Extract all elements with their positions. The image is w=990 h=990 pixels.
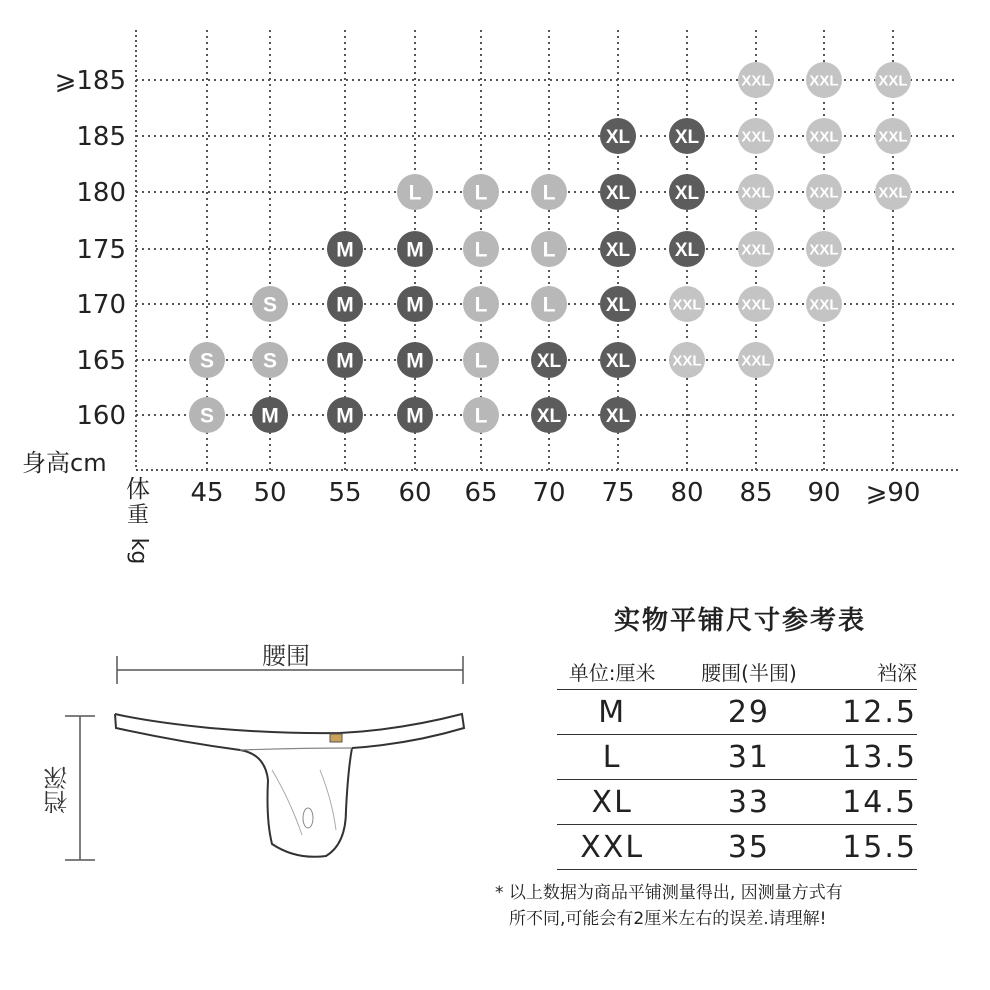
size-point-xxl xyxy=(738,62,774,98)
size-point-l xyxy=(531,174,567,210)
size-point-xxl xyxy=(806,118,842,154)
size-point-label: L xyxy=(474,238,488,262)
x-tick-label: 85 xyxy=(739,478,773,508)
table-row xyxy=(557,825,917,870)
size-point-xxl xyxy=(875,174,911,210)
size-point-s xyxy=(252,286,288,322)
size-point-label: XL xyxy=(536,405,562,427)
size-point-label: XL xyxy=(605,126,631,148)
size-point-xl xyxy=(669,231,705,267)
size-point-label: M xyxy=(406,349,424,373)
table-cell-size: M xyxy=(557,690,667,735)
x-axis-label-unit: kg xyxy=(126,537,151,565)
header-unit: 单位:厘米 xyxy=(557,653,667,690)
size-point-l xyxy=(463,174,499,210)
size-point-label: L xyxy=(542,181,556,205)
size-point-label: M xyxy=(406,293,424,317)
size-point-s xyxy=(189,397,225,433)
size-point-xxl xyxy=(738,118,774,154)
size-point-m xyxy=(397,286,433,322)
x-axis-label-char-2: 重 xyxy=(126,503,149,528)
y-axis-label: 身高cm xyxy=(22,449,107,477)
table-cell-rise: 14.5 xyxy=(811,780,917,825)
y-tick-label: 180 xyxy=(76,178,126,208)
size-point-label: XL xyxy=(674,126,700,148)
size-point-label: M xyxy=(336,349,354,373)
x-tick-label: 50 xyxy=(253,478,287,508)
size-point-label: M xyxy=(336,293,354,317)
measurement-note xyxy=(495,880,955,932)
size-point-label: XXL xyxy=(878,128,908,146)
table-cell-waist: 35 xyxy=(667,825,810,870)
table-row xyxy=(557,780,917,825)
size-point-l xyxy=(463,286,499,322)
size-point-label: XXL xyxy=(741,72,771,90)
x-tick-label: 80 xyxy=(670,478,704,508)
size-point-l xyxy=(463,231,499,267)
size-point-m xyxy=(327,286,363,322)
table-cell-rise: 15.5 xyxy=(811,825,917,870)
x-tick-label: 70 xyxy=(532,478,566,508)
size-point-label: XXL xyxy=(809,296,839,314)
x-tick-label: 90 xyxy=(807,478,841,508)
size-point-l xyxy=(531,231,567,267)
size-point-label: XL xyxy=(605,350,631,372)
table-cell-waist: 29 xyxy=(667,690,810,735)
size-point-label: L xyxy=(474,181,488,205)
size-point-xl xyxy=(600,231,636,267)
size-table xyxy=(557,653,917,870)
size-point-label: L xyxy=(542,293,556,317)
size-point-label: M xyxy=(406,238,424,262)
size-point-label: XL xyxy=(605,239,631,261)
size-point-xxl xyxy=(738,342,774,378)
size-point-label: L xyxy=(474,293,488,317)
size-point-m xyxy=(397,397,433,433)
size-point-m xyxy=(327,342,363,378)
size-point-xl xyxy=(669,118,705,154)
y-tick-label: 165 xyxy=(76,346,126,376)
size-point-s xyxy=(252,342,288,378)
note-line-1: * 以上数据为商品平铺测量得出, 因测量方式有 xyxy=(495,883,843,903)
y-tick-label: ⩾185 xyxy=(54,66,126,96)
size-point-label: XL xyxy=(536,350,562,372)
size-point-label: XXL xyxy=(878,72,908,90)
x-tick-label: 45 xyxy=(190,478,224,508)
size-point-xxl xyxy=(806,174,842,210)
size-point-xxl xyxy=(806,286,842,322)
size-point-label: S xyxy=(262,349,278,373)
table-cell-rise: 13.5 xyxy=(811,735,917,780)
size-point-xl xyxy=(600,174,636,210)
size-point-xxl xyxy=(875,118,911,154)
x-tick-label: ⩾90 xyxy=(865,478,921,508)
size-point-label: S xyxy=(199,349,215,373)
y-tick-label: 160 xyxy=(76,401,126,431)
size-point-xl xyxy=(600,342,636,378)
x-axis-label xyxy=(123,476,153,564)
size-point-s xyxy=(189,342,225,378)
size-point-label: XL xyxy=(674,239,700,261)
size-point-label: M xyxy=(261,404,279,428)
size-point-m xyxy=(252,397,288,433)
size-point-l xyxy=(463,397,499,433)
note-line-2: 所不同,可能会有2厘米左右的误差.请理解! xyxy=(509,909,827,929)
x-tick-label: 75 xyxy=(601,478,635,508)
table-cell-rise: 12.5 xyxy=(811,690,917,735)
size-point-label: XXL xyxy=(672,352,702,370)
size-point-xl xyxy=(600,286,636,322)
size-point-label: XXL xyxy=(741,296,771,314)
size-point-xl xyxy=(531,342,567,378)
size-point-label: L xyxy=(408,181,422,205)
size-table-title: 实物平铺尺寸参考表 xyxy=(613,606,866,636)
size-point-xxl xyxy=(806,231,842,267)
size-point-label: XXL xyxy=(741,352,771,370)
table-cell-size: XXL xyxy=(557,825,667,870)
size-point-label: M xyxy=(336,404,354,428)
size-point-label: XXL xyxy=(741,241,771,259)
size-point-label: L xyxy=(474,404,488,428)
size-point-label: XXL xyxy=(741,184,771,202)
table-cell-waist: 33 xyxy=(667,780,810,825)
size-point-xl xyxy=(531,397,567,433)
size-point-label: XXL xyxy=(878,184,908,202)
size-point-label: XL xyxy=(605,182,631,204)
size-point-m xyxy=(327,231,363,267)
size-point-label: XXL xyxy=(809,72,839,90)
x-tick-label: 65 xyxy=(464,478,498,508)
size-point-label: L xyxy=(474,349,488,373)
size-point-label: XL xyxy=(605,405,631,427)
size-point-label: L xyxy=(542,238,556,262)
size-point-label: XXL xyxy=(741,128,771,146)
size-point-m xyxy=(397,231,433,267)
size-point-label: S xyxy=(262,293,278,317)
size-point-label: M xyxy=(336,238,354,262)
header-rise: 裆深 xyxy=(811,653,917,690)
size-point-xxl xyxy=(669,342,705,378)
size-point-xxl xyxy=(738,286,774,322)
size-point-label: XXL xyxy=(809,184,839,202)
size-point-l xyxy=(531,286,567,322)
x-tick-label: 60 xyxy=(398,478,432,508)
table-cell-size: L xyxy=(557,735,667,780)
size-point-label: XL xyxy=(674,182,700,204)
size-point-xxl xyxy=(669,286,705,322)
size-point-label: XL xyxy=(605,294,631,316)
x-tick-label: 55 xyxy=(328,478,362,508)
table-cell-size: XL xyxy=(557,780,667,825)
header-waist: 腰围(半围) xyxy=(667,653,810,690)
table-row xyxy=(557,690,917,735)
size-point-xl xyxy=(600,397,636,433)
x-axis-label-char-1: 体 xyxy=(126,475,150,503)
size-point-xxl xyxy=(806,62,842,98)
y-tick-label: 170 xyxy=(76,290,126,320)
size-point-xxl xyxy=(875,62,911,98)
size-point-label: XXL xyxy=(672,296,702,314)
size-table-header-row xyxy=(557,653,917,690)
y-tick-label: 185 xyxy=(76,122,126,152)
size-point-xxl xyxy=(738,231,774,267)
size-point-label: XXL xyxy=(809,241,839,259)
size-point-label: M xyxy=(406,404,424,428)
size-point-xl xyxy=(669,174,705,210)
size-point-xxl xyxy=(738,174,774,210)
size-point-m xyxy=(327,397,363,433)
table-row xyxy=(557,735,917,780)
thong-outline xyxy=(115,714,464,857)
size-point-l xyxy=(463,342,499,378)
waist-label: 腰围 xyxy=(262,642,310,670)
rise-label: 裆深 xyxy=(44,766,72,814)
size-point-label: XXL xyxy=(809,128,839,146)
size-point-m xyxy=(397,342,433,378)
y-tick-label: 175 xyxy=(76,235,126,265)
size-point-l xyxy=(397,174,433,210)
size-point-xl xyxy=(600,118,636,154)
table-cell-waist: 31 xyxy=(667,735,810,780)
size-point-label: S xyxy=(199,404,215,428)
